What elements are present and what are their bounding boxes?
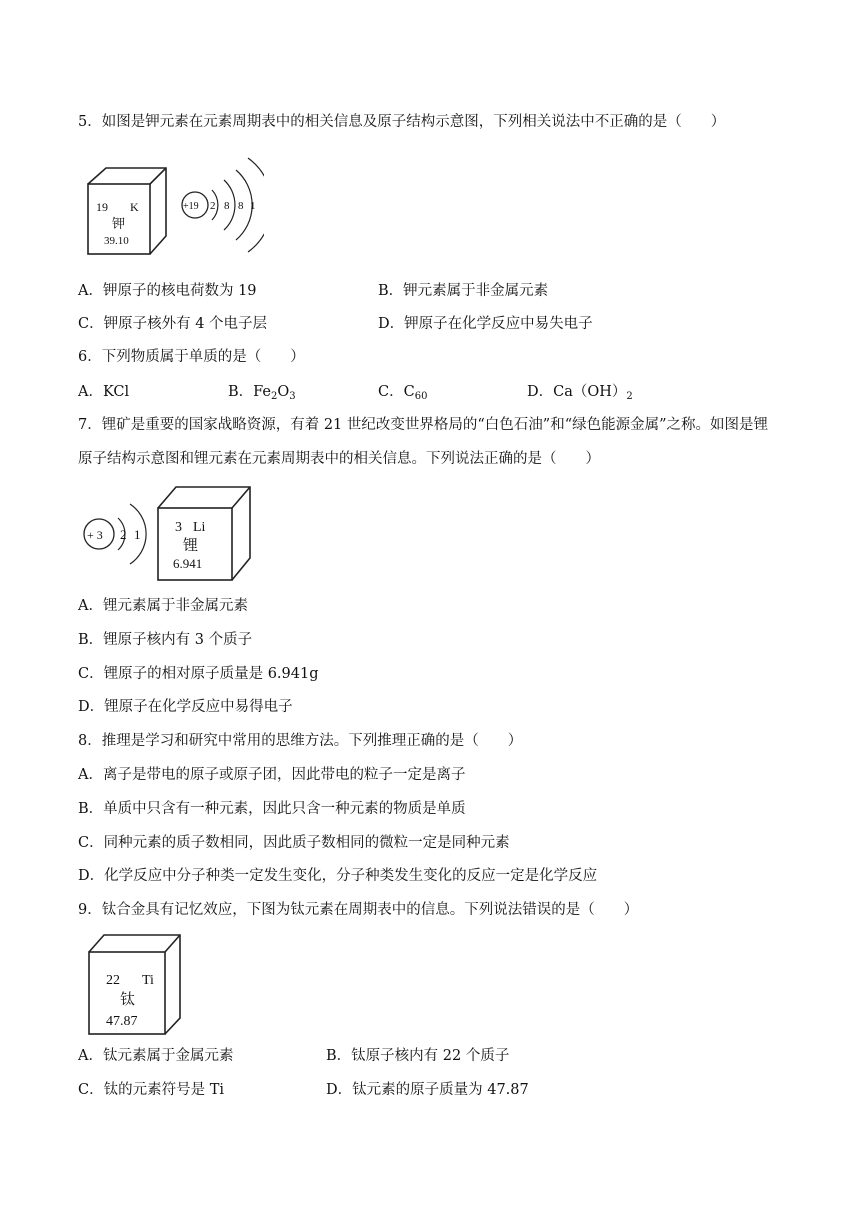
q9-element-name: 钛 — [120, 992, 136, 1008]
q7-option-a[interactable]: A．锂元素属于非金属元素 — [78, 598, 248, 614]
q5-option-d[interactable]: D．钾原子在化学反应中易失电子 — [378, 316, 593, 332]
q8-option-d[interactable]: D．化学反应中分子种类一定发生变化，分子种类发生变化的反应一定是化学反应 — [78, 868, 598, 884]
q6-option-c[interactable]: C．$C_{60}$ — [378, 384, 428, 402]
q9-element-mass: 47.87 — [106, 1014, 138, 1029]
q9-option-b[interactable]: B．钛原子核内有 22 个质子 — [326, 1048, 510, 1064]
q7-element-mass: 6.941 — [173, 556, 203, 571]
q5-element-number: 19 — [96, 200, 108, 214]
q9-stem: 9．钛合金具有记忆效应，下图为钛元素在周期表中的信息。下列说法错误的是（ ） — [78, 902, 639, 918]
q7-element-number: 3 — [175, 520, 182, 535]
q9-element-symbol: Ti — [142, 973, 154, 988]
q9-option-a[interactable]: A．钛元素属于金属元素 — [78, 1048, 234, 1064]
q5-nucleus-label: +19 — [183, 201, 199, 212]
q5-stem: 5．如图是钾元素在元素周期表中的相关信息及原子结构示意图，下列相关说法中不正确的是（ ） — [78, 114, 726, 130]
q7-shell-1: 2 — [120, 527, 127, 542]
q7-figure — [80, 484, 260, 588]
q9-figure — [86, 930, 186, 1044]
q7-element-symbol: Li — [193, 520, 206, 535]
q5-element-symbol: K — [130, 200, 139, 214]
q8-option-a[interactable]: A．离子是带电的原子或原子团，因此带电的粒子一定是离子 — [78, 767, 466, 783]
q6-option-a[interactable]: A．KCl — [78, 384, 130, 400]
q6-option-d[interactable]: D．$Ca(OH)_2$ — [527, 384, 633, 402]
q5-shell-2: 8 — [224, 200, 230, 212]
q7-stem-line-1: 7．锂矿是重要的国家战略资源，有着 21 世纪改变世界格局的“白色石油”和“绿色能源金属”之称。如图是锂 — [78, 417, 769, 433]
q7-nucleus-label: + 3 — [87, 528, 103, 542]
q5-element-name: 钾 — [112, 216, 126, 231]
q7-option-b[interactable]: B．锂原子核内有 3 个质子 — [78, 632, 253, 648]
q6-stem: 6．下列物质属于单质的是（ ） — [78, 349, 305, 365]
q9-option-d[interactable]: D．钛元素的原子质量为 47.87 — [326, 1082, 529, 1098]
q5-shell-4: 1 — [250, 200, 256, 212]
q5-option-c[interactable]: C．钾原子核外有 4 个电子层 — [78, 316, 268, 332]
q5-option-b[interactable]: B．钾元素属于非金属元素 — [378, 283, 549, 299]
q7-element-name: 锂 — [183, 538, 199, 554]
q7-option-d[interactable]: D．锂原子在化学反应中易得电子 — [78, 699, 293, 715]
q5-figure — [84, 150, 264, 264]
q8-option-b[interactable]: B．单质中只含有一种元素，因此只含一种元素的物质是单质 — [78, 801, 466, 817]
q5-option-a[interactable]: A．钾原子的核电荷数为 19 — [78, 283, 257, 299]
q7-option-c[interactable]: C．锂原子的相对原子质量是 6.941g — [78, 666, 319, 682]
q5-element-mass: 39.10 — [104, 235, 129, 247]
q7-stem-line-2: 原子结构示意图和锂元素在元素周期表中的相关信息。下列说法正确的是（ ） — [78, 451, 600, 467]
q7-shell-2: 1 — [134, 527, 141, 542]
q5-shell-1: 2 — [210, 200, 216, 212]
q9-element-number: 22 — [106, 973, 120, 988]
q8-stem: 8．推理是学习和研究中常用的思维方法。下列推理正确的是（ ） — [78, 733, 523, 749]
q9-option-c[interactable]: C．钛的元素符号是 Ti — [78, 1082, 225, 1098]
q6-option-b[interactable]: B．$Fe_2O_3$ — [228, 384, 296, 402]
q5-shell-3: 8 — [238, 200, 244, 212]
q8-option-c[interactable]: C．同种元素的质子数相同，因此质子数相同的微粒一定是同种元素 — [78, 835, 510, 851]
